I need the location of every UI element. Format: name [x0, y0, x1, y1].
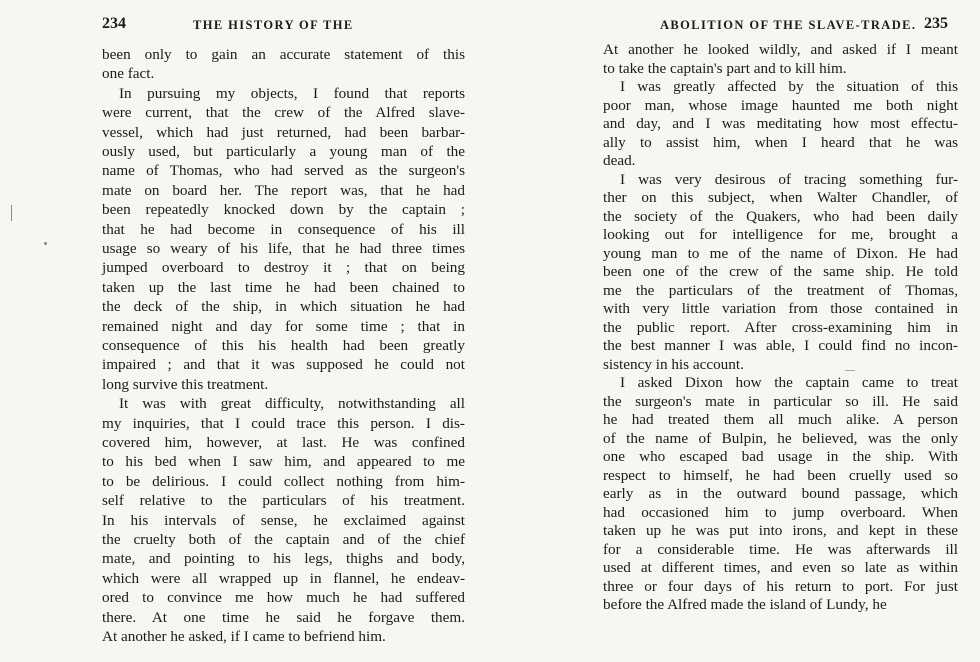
text-line: jumped overboard to destroy it ; that on being — [102, 259, 465, 277]
text-line: before the Alfred made the island of Lundy, he — [603, 596, 887, 613]
text-line: respect to himself, he had been cruelly used so — [603, 466, 958, 484]
text-line: were current, that the crew of the Alfred slave- — [102, 104, 465, 122]
text-line: name of Thomas, who had served as the surgeon's — [102, 162, 465, 180]
text-line: taken up he was put into irons, and kept in these — [603, 522, 958, 539]
text-line: three or four days of his return to port. For just — [603, 577, 958, 595]
text-line: been repeatedly knocked down by the captain ; — [102, 201, 465, 219]
text-line: with very little variation from those contained in — [603, 300, 958, 317]
text-line: of the name of Bulpin, he believed, was the only — [603, 429, 958, 447]
scan-speck — [845, 370, 855, 371]
text-line: At another he looked wildly, and asked if I meant — [603, 41, 958, 58]
text-line: mate, and pointing to his legs, thighs and body, — [102, 550, 465, 568]
text-line: long survive this treatment. — [102, 375, 269, 393]
text-line: covered him, however, at last. He was confined — [102, 434, 465, 451]
text-line: the cruelty both of the captain and of the chief — [102, 531, 465, 548]
text-line: ored to convince me how much he had suffered — [102, 589, 465, 607]
text-line: been only to gain an accurate statement of this — [102, 46, 465, 63]
text-line: impaired ; and that it was supposed he could not — [102, 356, 465, 374]
text-line: taken up the last time he had been chained to — [102, 278, 465, 296]
text-line: At another he asked, if I came to befriend him. — [102, 628, 386, 645]
text-line: In pursuing my objects, I found that reports — [119, 84, 465, 102]
text-line: mate on board her. The report was, that he had — [102, 181, 465, 199]
text-line: the deck of the ship, in which situation he had — [102, 298, 465, 316]
text-line: I asked Dixon how the captain came to treat — [620, 374, 958, 391]
text-line: young man to me of the name of Dixon. He had — [603, 244, 958, 262]
scan-speck — [44, 242, 47, 245]
text-line: which were all wrapped up in flannel, he endeav- — [102, 569, 465, 587]
text-line: remained night and day for some time ; that in — [102, 317, 465, 335]
text-line: he had treated them all much alike. A person — [603, 411, 958, 428]
text-line: to take the captain's part and to kill him. — [603, 59, 847, 77]
text-line: early as in the outward bound passage, which — [603, 485, 958, 502]
text-line: my inquiries, that I could trace this person. I dis- — [102, 414, 465, 432]
text-line: sistency in his account. — [603, 355, 744, 373]
text-line: the best manner I was able, I could find no incon- — [603, 337, 958, 354]
text-line: ther on this subject, when Walter Chandler, of — [603, 189, 958, 206]
text-line: to his bed when I saw him, and appeared to me — [102, 453, 465, 471]
running-head: ABOLITION OF THE SLAVE-TRADE. — [660, 18, 917, 32]
text-line: to be delirious. I could collect nothing from him- — [102, 472, 465, 490]
text-line: I was greatly affected by the situation of this — [620, 78, 958, 95]
page-number: 235 — [924, 15, 948, 32]
text-line: there. At one time he said he forgave them. — [102, 608, 465, 626]
text-line: the public report. After cross-examining him in — [603, 318, 958, 336]
text-line: usage so weary of his life, that he had three times — [102, 240, 465, 257]
text-line: for a considerable time. He was afterwards ill — [603, 540, 958, 558]
text-line: that he had become in consequence of his ill — [102, 220, 465, 238]
text-line: self relative to the particulars of his treatment. — [102, 492, 465, 510]
text-line: dead. — [603, 152, 636, 169]
text-line: one fact. — [102, 65, 155, 83]
text-line: poor man, whose image haunted me both night — [603, 96, 958, 114]
text-line: In his intervals of sense, he exclaimed against — [102, 511, 465, 529]
text-line: ally to assist him, when I heard that he was — [603, 133, 958, 151]
text-line: and day, and I was meditating how most effectu- — [603, 115, 958, 132]
text-line: one who escaped bad usage in the ship. With — [603, 448, 958, 465]
text-line: I was very desirous of tracing something fur- — [620, 170, 958, 188]
text-line: ously used, but particularly a young man of the — [102, 143, 465, 160]
text-line: looking out for intelligence for me, brought a — [603, 226, 958, 243]
text-line: the surgeon's mate in particular so ill. He said — [603, 392, 958, 410]
page-number: 234 — [102, 15, 126, 32]
text-line: had occasioned him to jump overboard. When — [603, 503, 958, 521]
right-page — [490, 0, 980, 662]
text-line: been one of the crew of the same ship. He told — [603, 263, 958, 280]
text-line: vessel, which had just returned, had been barbar- — [102, 123, 465, 141]
text-line: the society of the Quakers, who had been daily — [603, 207, 958, 225]
text-line: It was with great difficulty, notwithstanding all — [119, 395, 465, 413]
text-line: me the particulars of the treatment of Thomas, — [603, 281, 958, 299]
text-line: used at different times, and even so late as within — [603, 559, 958, 576]
text-line: consequence of this his health had been greatly — [102, 337, 465, 354]
running-head: THE HISTORY OF THE — [193, 18, 354, 32]
scan-mark — [11, 205, 12, 221]
